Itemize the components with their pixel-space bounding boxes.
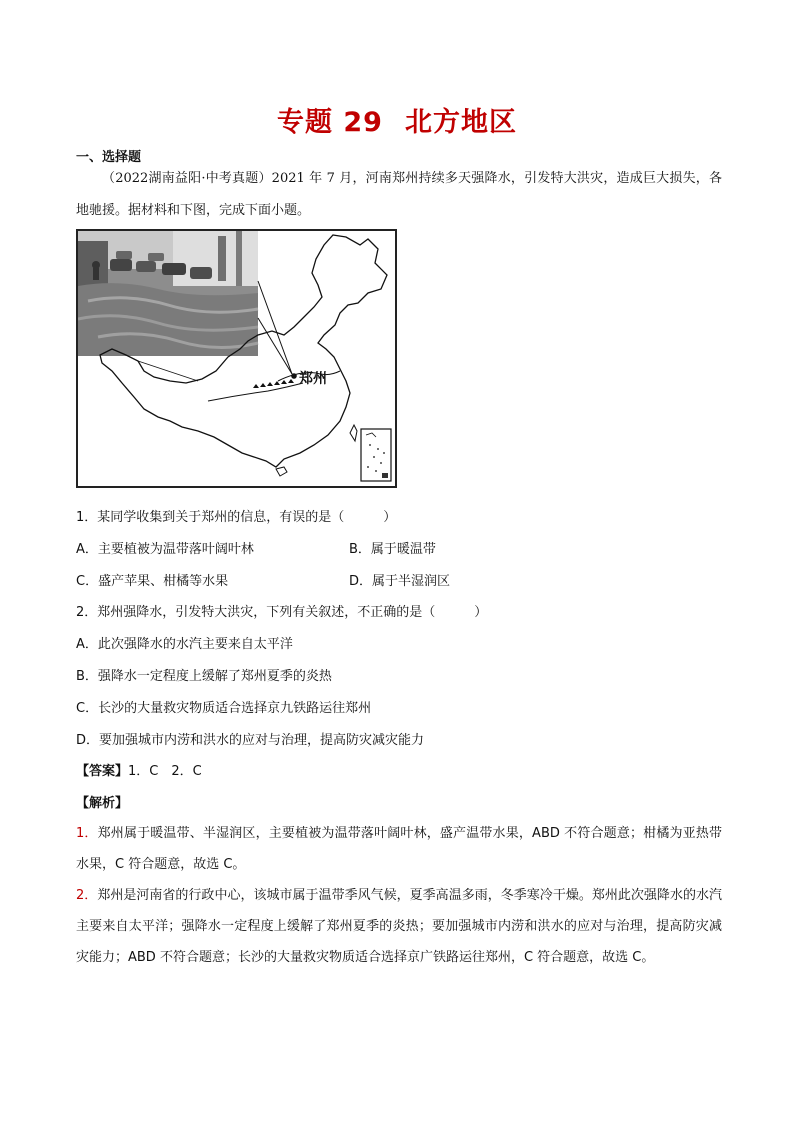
analysis-item-1 [76,818,722,880]
callout-line-top [258,281,292,374]
analysis-item-2-text: 郑州是河南省的行政中心，该城市属于温带季风气候，夏季高温多雨，冬季寒冷干燥。郑州此次强降水的水汽主要来自太平洋；强降水一定程度上缓解了郑州夏季的炎热；要加强城市内涝和洪水的应对与治理，提高防灾减灾能力；ABD 不符合题意；长沙的大量救灾物质适合选择京广铁路运往郑州，C 符合题意，故选 C。 [76,888,722,965]
analysis-item-2 [76,880,722,973]
topic-number: 专题 29 [277,107,383,138]
topic-name: 北方地区 [404,107,517,138]
question-1-option-a: A．主要植被为温带落叶阔叶林 [76,542,254,557]
question-1-option-d: D．属于半湿润区 [349,574,451,589]
zhengzhou-marker [291,373,297,379]
question-1-stem: 1．某同学收集到关于郑州的信息，有误的是（ ） [76,510,397,525]
zhengzhou-label: 郑州 [299,371,327,387]
china-map [78,231,397,488]
answer-text: 1．C 2．C [128,764,202,779]
analysis-item-2-number: 2． [76,888,98,903]
section-heading: 一、选择题 [76,150,142,165]
analysis-item-1-text: 郑州属于暖温带、半湿润区，主要植被为温带落叶阔叶林，盛产温带水果，ABD 不符合题意；柑橘为亚热带水果，C 符合题意，故选 C。 [76,826,722,872]
question-2-stem: 2．郑州强降水，引发特大洪灾，下列有关叙述，不正确的是（ ） [76,605,488,620]
taiwan-island [350,425,357,441]
question-1-option-b: B．属于暖温带 [349,542,436,557]
answer-tag: 【答案】 [76,764,129,779]
question-2-option-c: C．长沙的大量救灾物质适合选择京九铁路运往郑州 [76,701,372,716]
map-figure [76,229,397,488]
question-2-option-b: B．强降水一定程度上缓解了郑州夏季的炎热 [76,669,332,684]
analysis-item-1-number: 1． [76,826,98,841]
flood-photo [78,231,258,356]
south-china-sea-inset [361,429,391,481]
question-2-option-a: A．此次强降水的水汽主要来自太平洋 [76,637,293,652]
plateau-boundary [138,361,198,381]
analysis-tag: 【解析】 [76,796,129,811]
question-intro: （2022湖南益阳·中考真题）2021 年 7 月，河南郑州持续多天强降水，引发特大洪灾，造成巨大损失，各地驰援。据材料和下图，完成下面小题。 [76,171,722,218]
question-1-option-c: C．盛产苹果、柑橘等水果 [76,574,229,589]
hainan-island [276,467,287,476]
answer-line [76,760,202,779]
page-title [0,100,794,139]
question-2-option-d: D．要加强城市内涝和洪水的应对与治理，提高防灾减灾能力 [76,733,425,748]
